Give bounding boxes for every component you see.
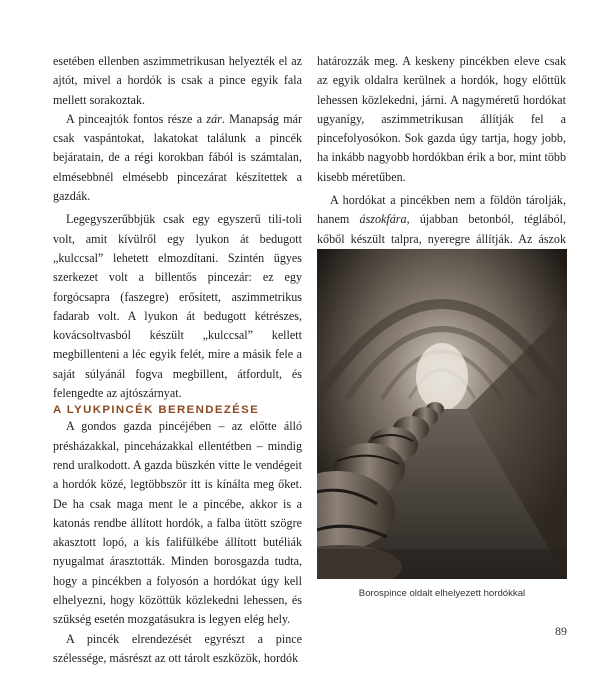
- paragraph: A hordókat a pincékben nem a földön tárolják, hanem ászokfára, újabban betonból, téglából, kőből készült talpra, nyeregre állítják. Az ászok: [317, 193, 567, 246]
- cellar-photo: [317, 249, 567, 579]
- left-column: [53, 52, 302, 668]
- paragraph: A pincék elrendezését egyrészt a pince szélessége, másrészt az ott tárolt eszközök, hordók: [53, 631, 302, 665]
- paragraph: Legegyszerűbbjük csak egy egyszerű tili-toli volt, amit kívülről egy lyukon át bedugott „kulccsal” lehetett elmozdítani. Szintén ügyes szerkezet volt a billentős pincezár: ez egy forgócsapra (faszegre) erősített, aszimmetrikus fadarab volt. A lyukon át bedugott kétrészes, kovácsoltvasból készült „kulccsal” kellett megbillenteni a léc egyik felét, mire a másik fele a saját súlyánál fogva megbillent, átfordult, és felengedte az ajtószárnyat.: [53, 212, 302, 401]
- emphasis: zár: [206, 111, 222, 126]
- right-column: [317, 52, 566, 268]
- section-heading: A LYUKPINCÉK BERENDEZÉSE: [53, 404, 260, 417]
- page-number: 89: [555, 624, 567, 638]
- paragraph: A gondos gazda pincéjében – az előtte álló présházakkal, pinceházakkal ellentétben – mindig rend uralkodott. A gazda büszkén vitte le vendégeit a hordók közé, legtöbbször itt is kínálta meg őket. De ha csak maga ment le a pincébe, akkor is a katonás rendbe állított hordók, a falba ütött szögre akasztott lopó, a kis falifülkébe állított butéliák nyugalmat árasztották. Minden borosgazda tudta, hogy a pincékben a folyosón a hordókat úgy kell elhelyezni, hogy közöttük közlekedni lehessen, és szükség esetén mozgatásukra is legyen elég hely.: [53, 419, 302, 627]
- photo-caption: Borospince oldalt elhelyezett hordókkal: [358, 588, 526, 599]
- wine-cellar-barrels-image: [317, 249, 567, 579]
- paragraph: esetében ellenben aszimmetrikusan helyezték el az ajtót, mivel a hordók is csak a pince egyik fala mellett sorakoztak.: [53, 54, 302, 107]
- paragraph: határozzák meg. A keskeny pincékben eleve csak az egyik oldalra kerülnek a hordók, hogy előttük lehessen közlekedni, járni. A nagyméretű hordókat ugyanígy, aszimmetrikusan állítják fel a pincefolyosókon. Sok gazda úgy tartja, hogy jobb, ha inkább nagyobb hordókban érik a bor, mint több kisebb méretűben.: [317, 54, 566, 184]
- emphasis: ászokfára: [359, 212, 407, 227]
- paragraph: A pinceajtók fontos része a zár. Manapság már csak vaspántokat, lakatokat találunk a pincék bejáratain, de a régi korokban fából is számtalan, elmésebbnél elmésebb pincezárat készítettek a gazdák.: [53, 111, 302, 204]
